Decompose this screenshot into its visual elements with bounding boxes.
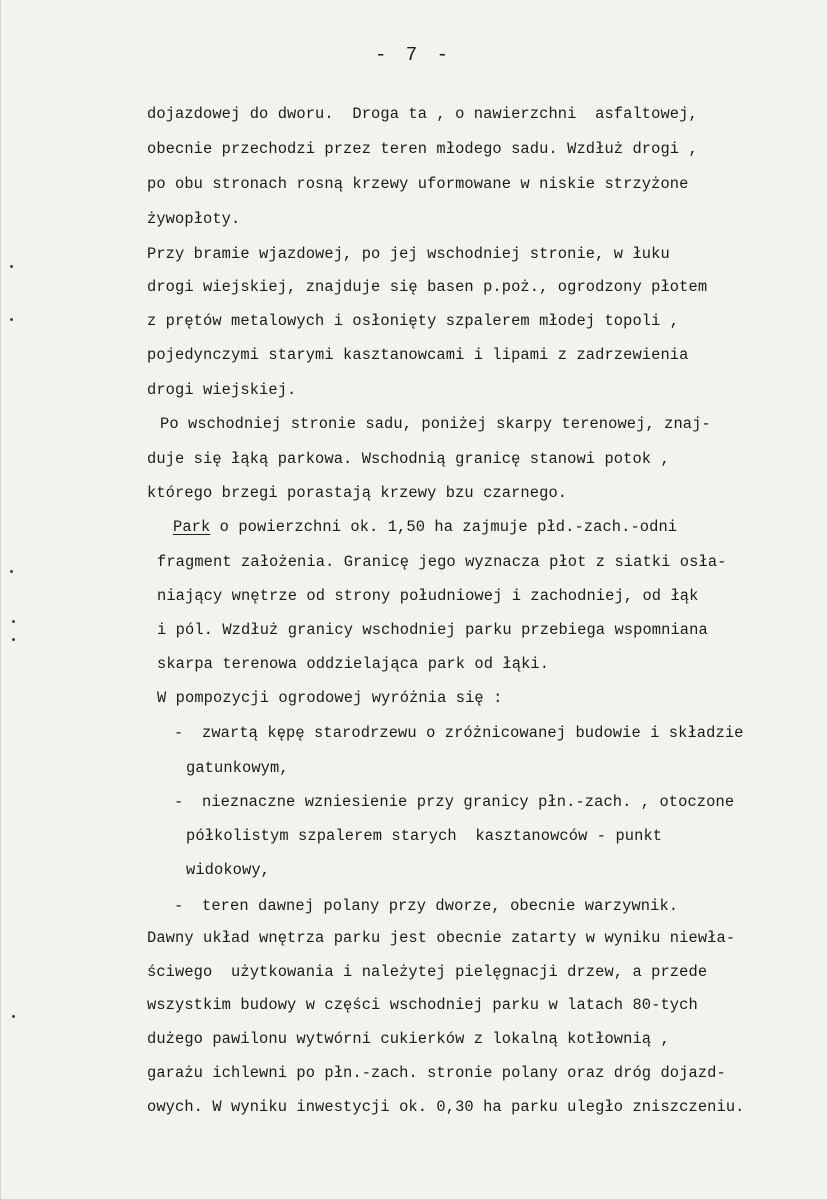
- scan-edge: [0, 0, 1, 1199]
- text-line-park: [173, 517, 677, 537]
- text-line: W pompozycji ogrodowej wyróżnia się :: [157, 689, 503, 707]
- margin-mark: [12, 1015, 15, 1018]
- text-line: obecnie przechodzi przez teren młodego sadu. Wzdłuż drogi ,: [147, 140, 698, 158]
- text-line: dojazdowej do dworu. Droga ta , o nawierzchni asfaltowej,: [147, 105, 698, 123]
- text-line: skarpa terenowa oddzielająca park od łąki.: [157, 655, 550, 673]
- list-item-continuation: gatunkowym,: [186, 759, 289, 777]
- text-line: wszystkim budowy w części wschodniej parku w latach 80-tych: [147, 996, 698, 1014]
- list-item: - nieznaczne wzniesienie przy granicy płn.-zach. , otoczone: [174, 793, 735, 811]
- text-line: owych. W wyniku inwestycji ok. 0,30 ha parku uległo zniszczeniu.: [147, 1098, 745, 1116]
- text-line: drogi wiejskiej, znajduje się basen p.poż., ogrodzony płotem: [147, 278, 708, 296]
- text-line: żywopłoty.: [147, 210, 241, 228]
- park-line-rest: o powierzchni ok. 1,50 ha zajmuje płd.-zach.-odni: [210, 518, 678, 536]
- text-line: duje się łąką parkowa. Wschodnią granicę stanowi potok ,: [147, 450, 670, 468]
- margin-mark: [10, 265, 13, 268]
- margin-mark: [10, 318, 13, 321]
- text-line: z prętów metalowych i osłonięty szpalerem młodej topoli ,: [147, 312, 680, 330]
- text-line: fragment założenia. Granicę jego wyznacza płot z siatki osła-: [157, 553, 727, 571]
- text-line: Dawny układ wnętrza parku jest obecnie zatarty w wyniku niewła-: [147, 929, 736, 947]
- text-line: pojedynczymi starymi kasztanowcami i lipami z zadrzewienia: [147, 346, 689, 364]
- text-line: którego brzegi porastają krzewy bzu czarnego.: [147, 484, 568, 502]
- park-heading: Park: [173, 518, 211, 536]
- page-number: - 7 -: [374, 44, 452, 66]
- text-line: Po wschodniej stronie sadu, poniżej skarpy terenowej, znaj-: [160, 415, 711, 433]
- list-item: - zwartą kępę starodrzewu o zróżnicowanej budowie i składzie: [174, 724, 744, 742]
- text-line: niający wnętrze od strony południowej i zachodniej, od łąk: [157, 587, 699, 605]
- text-line: garażu ichlewni po płn.-zach. stronie polany oraz dróg dojazd-: [147, 1064, 726, 1082]
- text-line: ściwego użytkowania i należytej pielęgnacji drzew, a przede: [147, 963, 708, 981]
- text-line: Przy bramie wjazdowej, po jej wschodniej stronie, w łuku: [147, 245, 670, 263]
- margin-mark: [10, 570, 13, 573]
- list-item-continuation: półkolistym szpalerem starych kasztanowców - punkt: [186, 827, 663, 845]
- text-line: i pól. Wzdłuż granicy wschodniej parku przebiega wspomniana: [157, 621, 708, 639]
- text-line: po obu stronach rosną krzewy uformowane w niskie strzyżone: [147, 175, 689, 193]
- text-line: drogi wiejskiej.: [147, 381, 297, 399]
- text-line: dużego pawilonu wytwórni cukierków z lokalną kotłownią ,: [147, 1030, 670, 1048]
- list-item: - teren dawnej polany przy dworze, obecnie warzywnik.: [174, 897, 679, 915]
- list-item-continuation: widokowy,: [186, 861, 271, 879]
- margin-mark: [12, 638, 15, 641]
- margin-mark: [12, 620, 15, 623]
